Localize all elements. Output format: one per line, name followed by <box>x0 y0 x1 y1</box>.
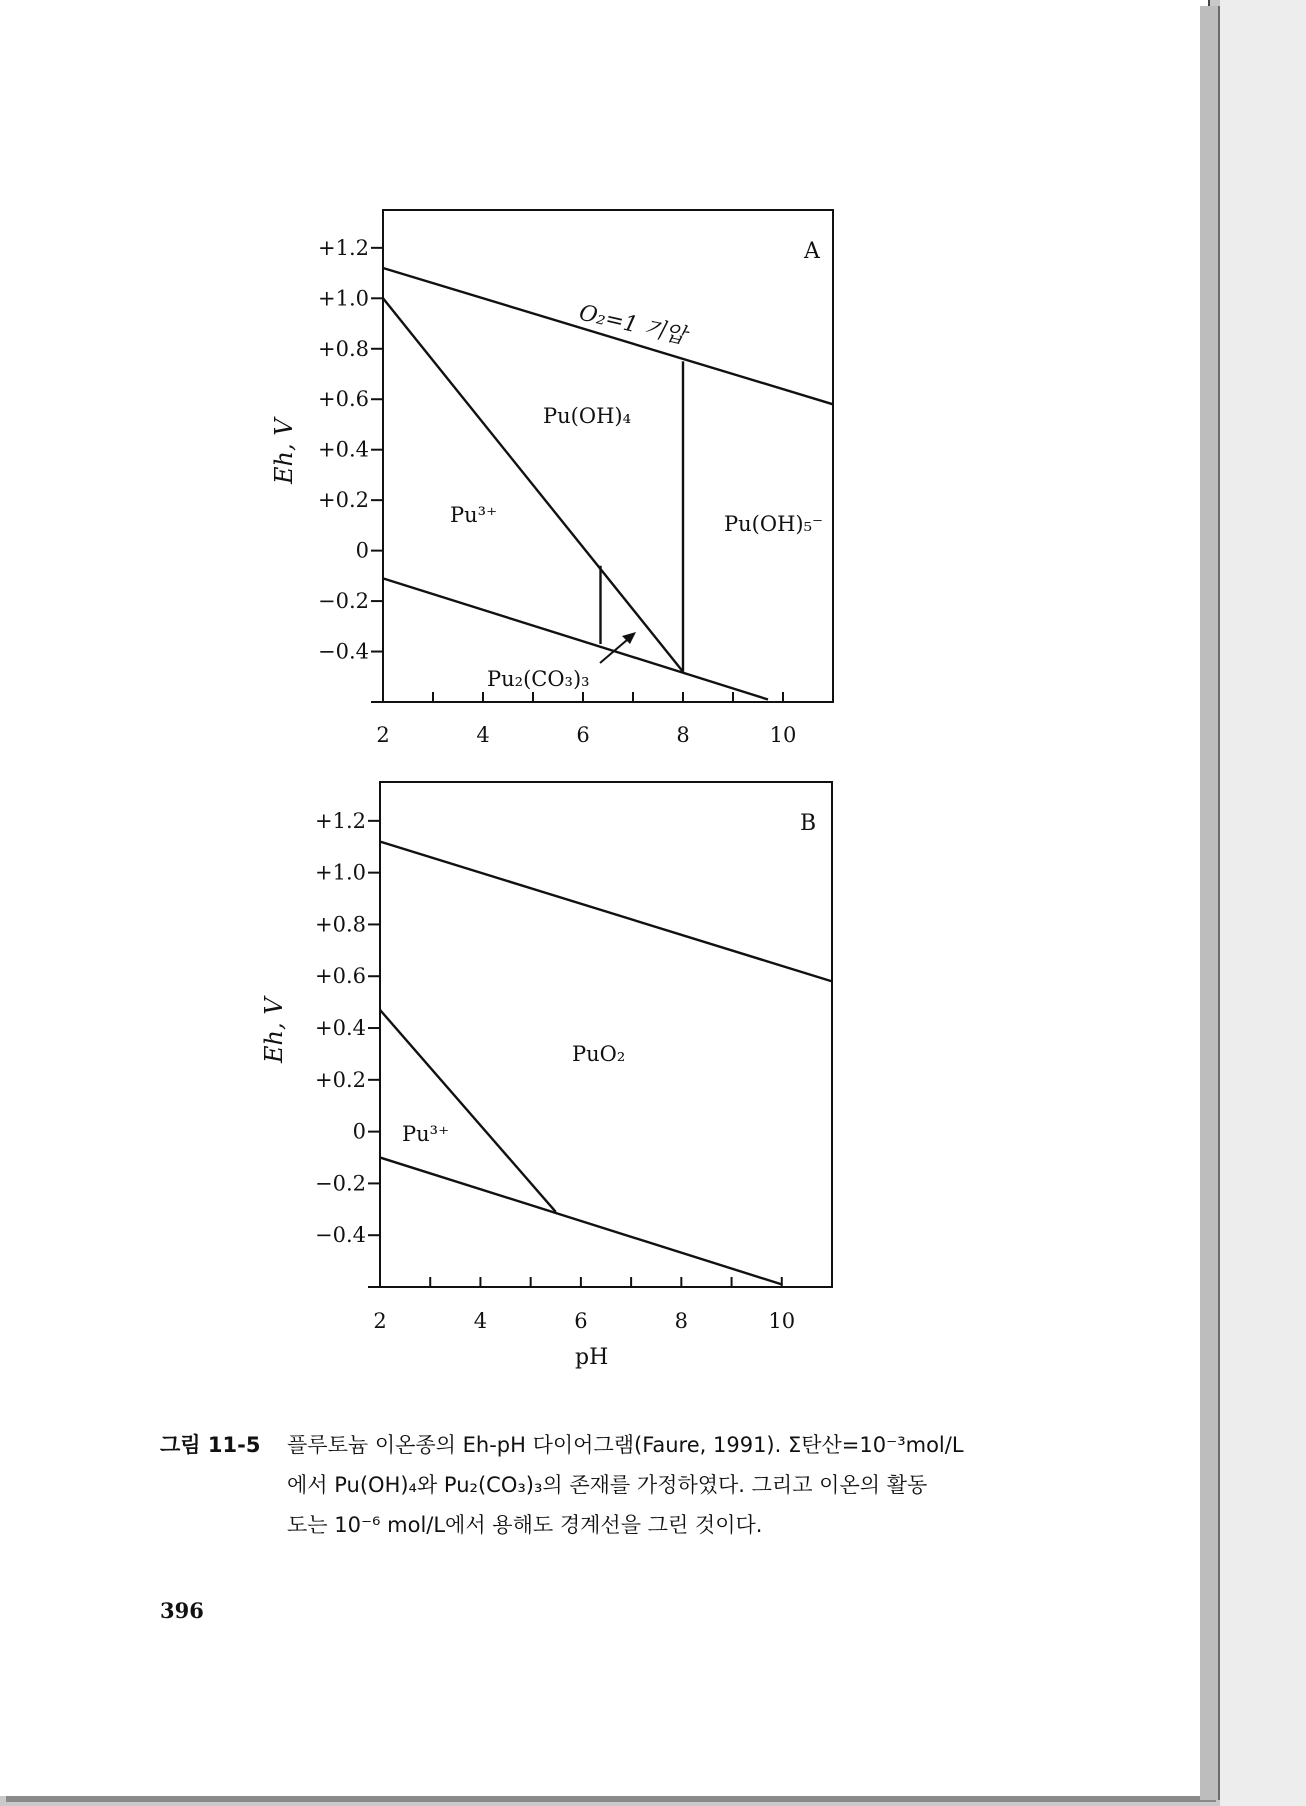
field-label-pu3-a: Pu³⁺ <box>450 503 498 527</box>
y-tick-label: +0.8 <box>315 912 366 937</box>
background-strip <box>1220 0 1306 1806</box>
caption-line-2: 에서 Pu(OH)₄와 Pu₂(CO₃)₃의 존재를 가정하였다. 그리고 이온의 활동 <box>287 1473 928 1497</box>
y-tick-label: +1.2 <box>318 235 369 260</box>
caption-line-3: 도는 10⁻⁶ mol/L에서 용해도 경계선을 그린 것이다. <box>287 1513 763 1537</box>
x-tick-label: 8 <box>674 1309 689 1333</box>
panel-a-ylabel: Eh, V <box>270 418 298 484</box>
page-number: 396 <box>160 1598 204 1623</box>
field-label-pu-oh4: Pu(OH)₄ <box>543 404 631 428</box>
y-tick-label: +0.2 <box>318 488 369 513</box>
x-tick-label: 8 <box>676 723 690 747</box>
panel-a-diagram <box>270 210 833 747</box>
y-tick-label: −0.2 <box>318 589 369 614</box>
y-tick-label: −0.4 <box>315 1223 366 1248</box>
y-tick-label: −0.4 <box>318 639 369 664</box>
y-tick-label: +0.4 <box>318 437 369 462</box>
panel-b-ylabel: Eh, V <box>260 997 288 1063</box>
o2-boundary-label: O₂=1 기압 <box>576 300 689 350</box>
x-tick-label: 6 <box>574 1309 588 1333</box>
x-tick-label: 6 <box>576 723 590 747</box>
x-tick-label: 10 <box>769 723 797 747</box>
y-tick-label: +0.6 <box>315 964 366 989</box>
y-tick-label: +1.0 <box>318 286 369 311</box>
panel-b-diagram <box>260 782 832 1370</box>
boundary-line-b-1 <box>380 842 832 982</box>
y-tick-label: +1.2 <box>315 808 366 833</box>
field-label-pu3-b: Pu³⁺ <box>402 1122 450 1146</box>
x-tick-label: 10 <box>768 1309 796 1333</box>
y-tick-label: +1.0 <box>315 860 366 885</box>
field-label-pu-oh5: Pu(OH)₅⁻ <box>724 512 824 536</box>
y-tick-label: +0.2 <box>315 1067 366 1092</box>
caption-label: 그림 11-5 <box>160 1433 261 1457</box>
field-label-pu2-co3-3: Pu₂(CO₃)₃ <box>487 667 590 691</box>
panel-b-label: B <box>800 811 817 836</box>
boundary-line-b-3 <box>380 1158 782 1285</box>
y-tick-label: 0 <box>355 538 369 563</box>
y-tick-label: +0.8 <box>318 336 369 361</box>
panel-b-xlabel: pH <box>575 1345 609 1370</box>
y-tick-label: +0.4 <box>315 1016 366 1041</box>
boundary-line-a-2 <box>383 298 683 671</box>
caption-line-1: 플루토늄 이온종의 Eh-pH 다이어그램(Faure, 1991). Σ탄산=10⁻³mol/L <box>287 1433 964 1457</box>
panel-b-frame <box>380 782 832 1287</box>
x-tick-label: 2 <box>376 723 390 747</box>
panel-a-frame <box>383 210 833 702</box>
y-tick-label: +0.6 <box>318 387 369 412</box>
field-label-puo2: PuO₂ <box>572 1042 626 1066</box>
y-tick-label: 0 <box>352 1119 366 1144</box>
x-tick-label: 4 <box>473 1309 488 1333</box>
x-tick-label: 2 <box>373 1309 387 1333</box>
boundary-line-b-2 <box>380 1010 556 1212</box>
x-tick-label: 4 <box>476 723 490 747</box>
panel-a-label: A <box>804 239 820 264</box>
y-tick-label: −0.2 <box>315 1171 366 1196</box>
